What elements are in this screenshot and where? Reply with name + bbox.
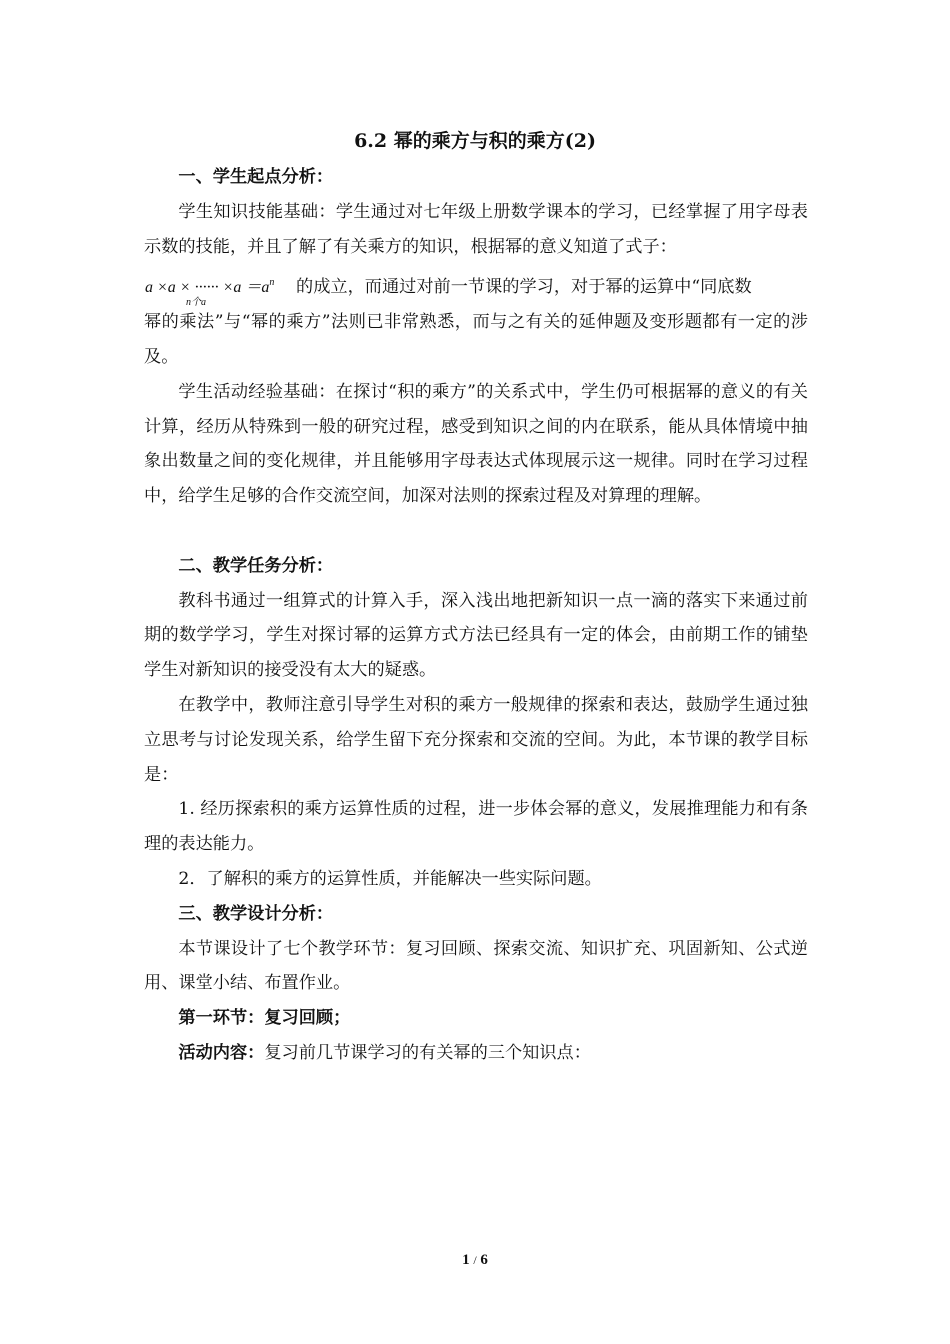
step1-heading: 第一环节：复习回顾； <box>178 1008 351 1029</box>
section1-paragraph-continuation: 幂的乘法”与“幂的乘方”法则已非常熟悉，而与之有关的延伸题及变形题都有一定的涉及。 <box>144 312 808 367</box>
blank-line <box>144 514 808 549</box>
formula-exponent: n <box>269 277 275 289</box>
activity-label: 活动内容： <box>178 1042 265 1063</box>
section2-paragraph-teaching: 在教学中，教师注意引导学生对积的乘方一般规律的探索和表达，鼓励学生通过独立思考与讨论发现关系，给学生留下充分探索和交流的空间。为此，本节课的教学目标是： <box>144 694 808 785</box>
formula-line <box>144 270 808 309</box>
activity-text: 复习前几节课学习的有关幂的三个知识点： <box>264 1042 591 1063</box>
teaching-goal-2: 2．了解积的乘方的运算性质，并能解决一些实际问题。 <box>178 868 602 889</box>
document-body <box>144 160 808 1071</box>
page-current: 1 <box>462 1252 470 1268</box>
section1-paragraph-experience: 学生活动经验基础：在探讨“积的乘方”的关系式中，学生仍可根据幂的意义的有关计算，经历从特殊到一般的研究过程，感受到知识之间的内在联系，能从具体情境中抽象出数量之间的变化规律，并且能够用字母表达式体现展示这一规律。同时在学习过程中，给学生足够的合作交流空间，加深对法则的探索过程及对算理的理解。 <box>144 381 808 507</box>
section2-heading: 二、教学任务分析： <box>178 555 334 576</box>
teaching-goal-1: 1. 经历探索积的乘方运算性质的过程，进一步体会幂的意义，发展推理能力和有条理的表达能力。 <box>144 799 808 855</box>
power-definition-formula <box>144 270 296 309</box>
page-total: 6 <box>480 1252 488 1268</box>
document-title: 6.2 幂的乘方与积的乘方(2) <box>354 130 596 152</box>
section2-paragraph-textbook: 教科书通过一组算式的计算入手，深入浅出地把新知识一点一滴的落实下来通过前期的数学学习，学生对探讨幂的运算方式方法已经具有一定的体会，由前期工作的铺垫学生对新知识的接受没有太大的疑惑。 <box>144 590 808 681</box>
section3-heading: 三、教学设计分析： <box>178 903 334 924</box>
section1-formula-continuation: 的成立，而通过对前一节课的学习，对于幂的运算中“同底数 <box>296 277 752 298</box>
page-separator: / <box>473 1253 477 1267</box>
section1-paragraph-knowledge: 学生知识技能基础：学生通过对七年级上册数学课本的学习，已经掌握了用字母表示数的技能，并且了解了有关乘方的知识，根据幂的意义知道了式子： <box>144 201 808 257</box>
section3-paragraph-design: 本节课设计了七个教学环节：复习回顾、探索交流、知识扩充、巩固新知、公式逆用、课堂小结、布置作业。 <box>144 938 808 994</box>
formula-main: a ×a × ······ ×a ＝a <box>145 279 270 297</box>
formula-underbrace-label: n个a <box>186 297 206 309</box>
activity-paragraph <box>144 1036 808 1071</box>
section1-heading: 一、学生起点分析： <box>178 167 334 187</box>
page-number <box>0 1252 950 1269</box>
